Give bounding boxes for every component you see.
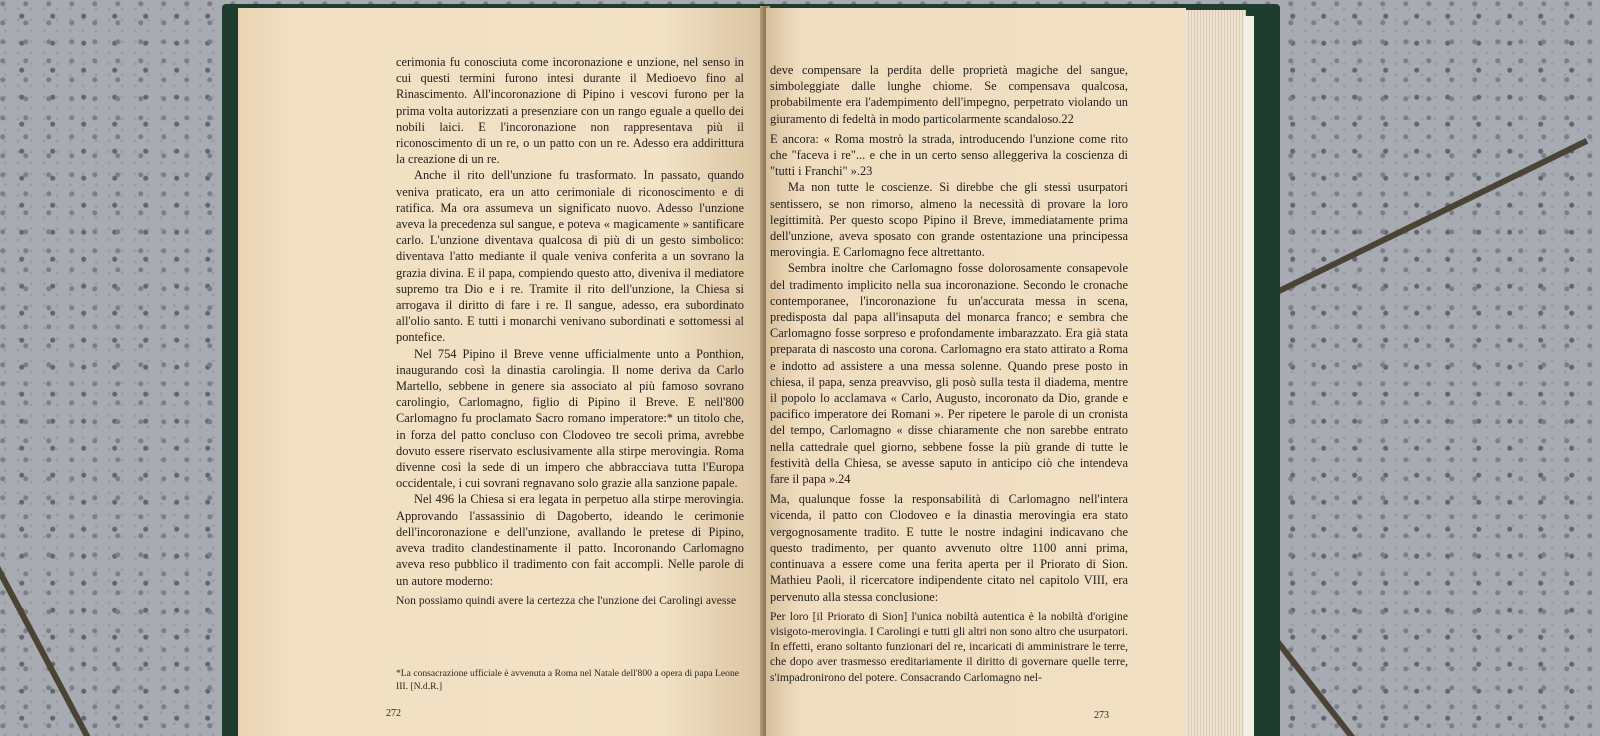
paragraph: Anche il rito dell'unzione fu trasformato. In passato, quando veniva praticato, era un atto cerimoniale di riconoscimento e di ratifica. Ma ora assumeva un significato nuovo. Adesso l'unzione aveva la precedenza sul sangue, e poteva « magicamente » santificare carlo. L'unzione diventava qualcosa di più di un gesto simbolico: diventava l'atto mediante il quale veniva conferita a un sovrano la grazia divina. E il papa, compiendo questo atto, diveniva il mediatore supremo tra Dio e i re. Tramite il rito dell'unzione, la Chiesa si arrogava il diritto di fare i re. Il sangue, adesso, era subordinato all'olio santo. E tutti i monarchi venivano subordinati e sottomessi al pontefice. — [396, 168, 744, 345]
paragraph: Ma non tutte le coscienze. Si direbbe che gli stessi usurpatori sentissero, se non rimorso, almeno la necessità di provare la loro legittimità. Per questo scopo Pipino il Breve, immediatamente prima dell'unzione, aveva sposato con grande ostentazione una principessa merovingia. E Carlomagno fece altrettanto. — [770, 180, 1128, 260]
paragraph: Non possiamo quindi avere la certezza che l'unzione dei Carolingi avesse — [396, 593, 737, 607]
right-page-text — [770, 62, 1128, 685]
left-page — [238, 8, 764, 736]
floor-seam — [1262, 138, 1588, 301]
paragraph: Nel 496 la Chiesa si era legata in perpetuo alla stirpe merovingia. Approvando l'assassinio di Dagoberto, ideando le cerimonie dell'incoronazione e dell'unzione, avallando le pretese di Pipino, aveva tradito clandestinamente il patto. Incoronando Carlomagno aveva reso pubblico il tradimento con fait accompli. Nelle parole di un autore moderno: — [396, 492, 744, 588]
paragraph: Per loro [il Priorato di Sion] l'unica nobiltà autentica è la nobiltà d'origine visigoto-merovingia. I Carolingi e tutti gli altri non sono altro che usurpatori. In effetti, erano soltanto funzionari del re, incaricati di amministrare le terre, che dopo aver trasmesso ereditariamente il diritto di governare quelle terre, s'impadronirono del potere. Consacrando Carlomagno nel- — [770, 609, 1128, 684]
left-page-text — [396, 54, 744, 608]
page-number-left: 272 — [386, 708, 401, 719]
footnote: *La consacrazione ufficiale è avvenuta a Roma nel Natale dell'800 a opera di papa Leone III. [N.d.R.] — [396, 668, 740, 692]
page-stack — [1186, 10, 1246, 736]
paragraph: deve compensare la perdita delle proprietà magiche del sangue, simboleggiate dalle lunghe chiome. Se compensava qualcosa, probabilmente era l'adempimento dell'impegno, perpetrato violando un giuramento di fedeltà in modo particolarmente scandaloso.22 — [770, 63, 1128, 126]
paragraph: cerimonia fu conosciuta come incoronazione e unzione, nel senso in cui questi termini furono intesi durante il Medioevo fino al Rinascimento. All'incoronazione di Pipino i vescovi furono per la prima volta autorizzati a presenziare con un rango eguale a quello dei nobili laici. E l'incoronazione non rappresentava più il riconoscimento di un re, o un patto con un re. Adesso era addirittura la creazione di un re. — [396, 55, 744, 167]
page-stack-edge — [1244, 16, 1254, 736]
paragraph: Nel 754 Pipino il Breve venne ufficialmente unto a Ponthion, inaugurando così la dinastia carolingia. Il nome deriva da Carlo Martello, sebbene in genere sia associato al più famoso sovrano carolingio, Carlomagno, figlio di Pipino il Breve. E nell'800 Carlomagno fu proclamato Sacro romano imperatore:* un titolo che, in forza del patto concluso con Clodoveo tre secoli prima, avrebbe dovuto essere riservato esclusivamente alla stirpe merovingia. Roma divenne così la sede di un impero che abbracciava tutta l'Europa occidentale, i cui sovrani regnavano solo grazie alla sanzione papale. — [396, 346, 744, 491]
floor-seam — [1275, 640, 1366, 736]
paragraph: E ancora: « Roma mostrò la strada, introducendo l'unzione come rito che "faceva i re"... e che in un certo senso alleggeriva la coscienza di "tutti i Franchi" ».23 — [770, 131, 1128, 179]
page-number-right: 273 — [1094, 710, 1109, 721]
paragraph: Ma, qualunque fosse la responsabilità di Carlomagno nell'intera vicenda, il patto con Clodoveo e la dinastia merovingia era stato vergognosamente tradito. E tutte le nostre indagini indicavano che questo tradimento, per quanto avvenuto oltre 1100 anni prima, continuava a essere come una ferita aperta per il Priorato di Sion. Mathieu Paoli, il ricercatore indipendente citato nel capitolo VIII, era pervenuto alla stessa conclusione: — [770, 492, 1128, 604]
right-page — [766, 8, 1186, 736]
floor-seam — [0, 566, 113, 736]
paragraph: Sembra inoltre che Carlomagno fosse dolorosamente consapevole del tradimento implicito nella sua incoronazione. Secondo le cronache contemporanee, l'incoronazione fu un'accurata messa in scena, predisposta dal papa all'insaputa del monarca franco; e sembra che Carlomagno fosse sorpreso e profondamente imbarazzato. Era già stata preparata di nascosto una corona. Carlomagno era stato attirato a Roma e indotto ad assistere a una messa solenne. Quando prese posto in chiesa, il papa, senza preavviso, gli posò sulla testa il diadema, mentre il popolo lo acclamava « Carlo, Augusto, incoronato da Dio, grande e pacifico imperatore dei Romani ». Per ripetere le parole di un cronista del tempo, Carlomagno « disse chiaramente che non sarebbe entrato nella cattedrale quel giorno, sebbene fosse la più grande di tutte le festività della Chiesa, se avesse saputo in anticipo ciò che intendeva fare il papa ».24 — [770, 261, 1128, 487]
